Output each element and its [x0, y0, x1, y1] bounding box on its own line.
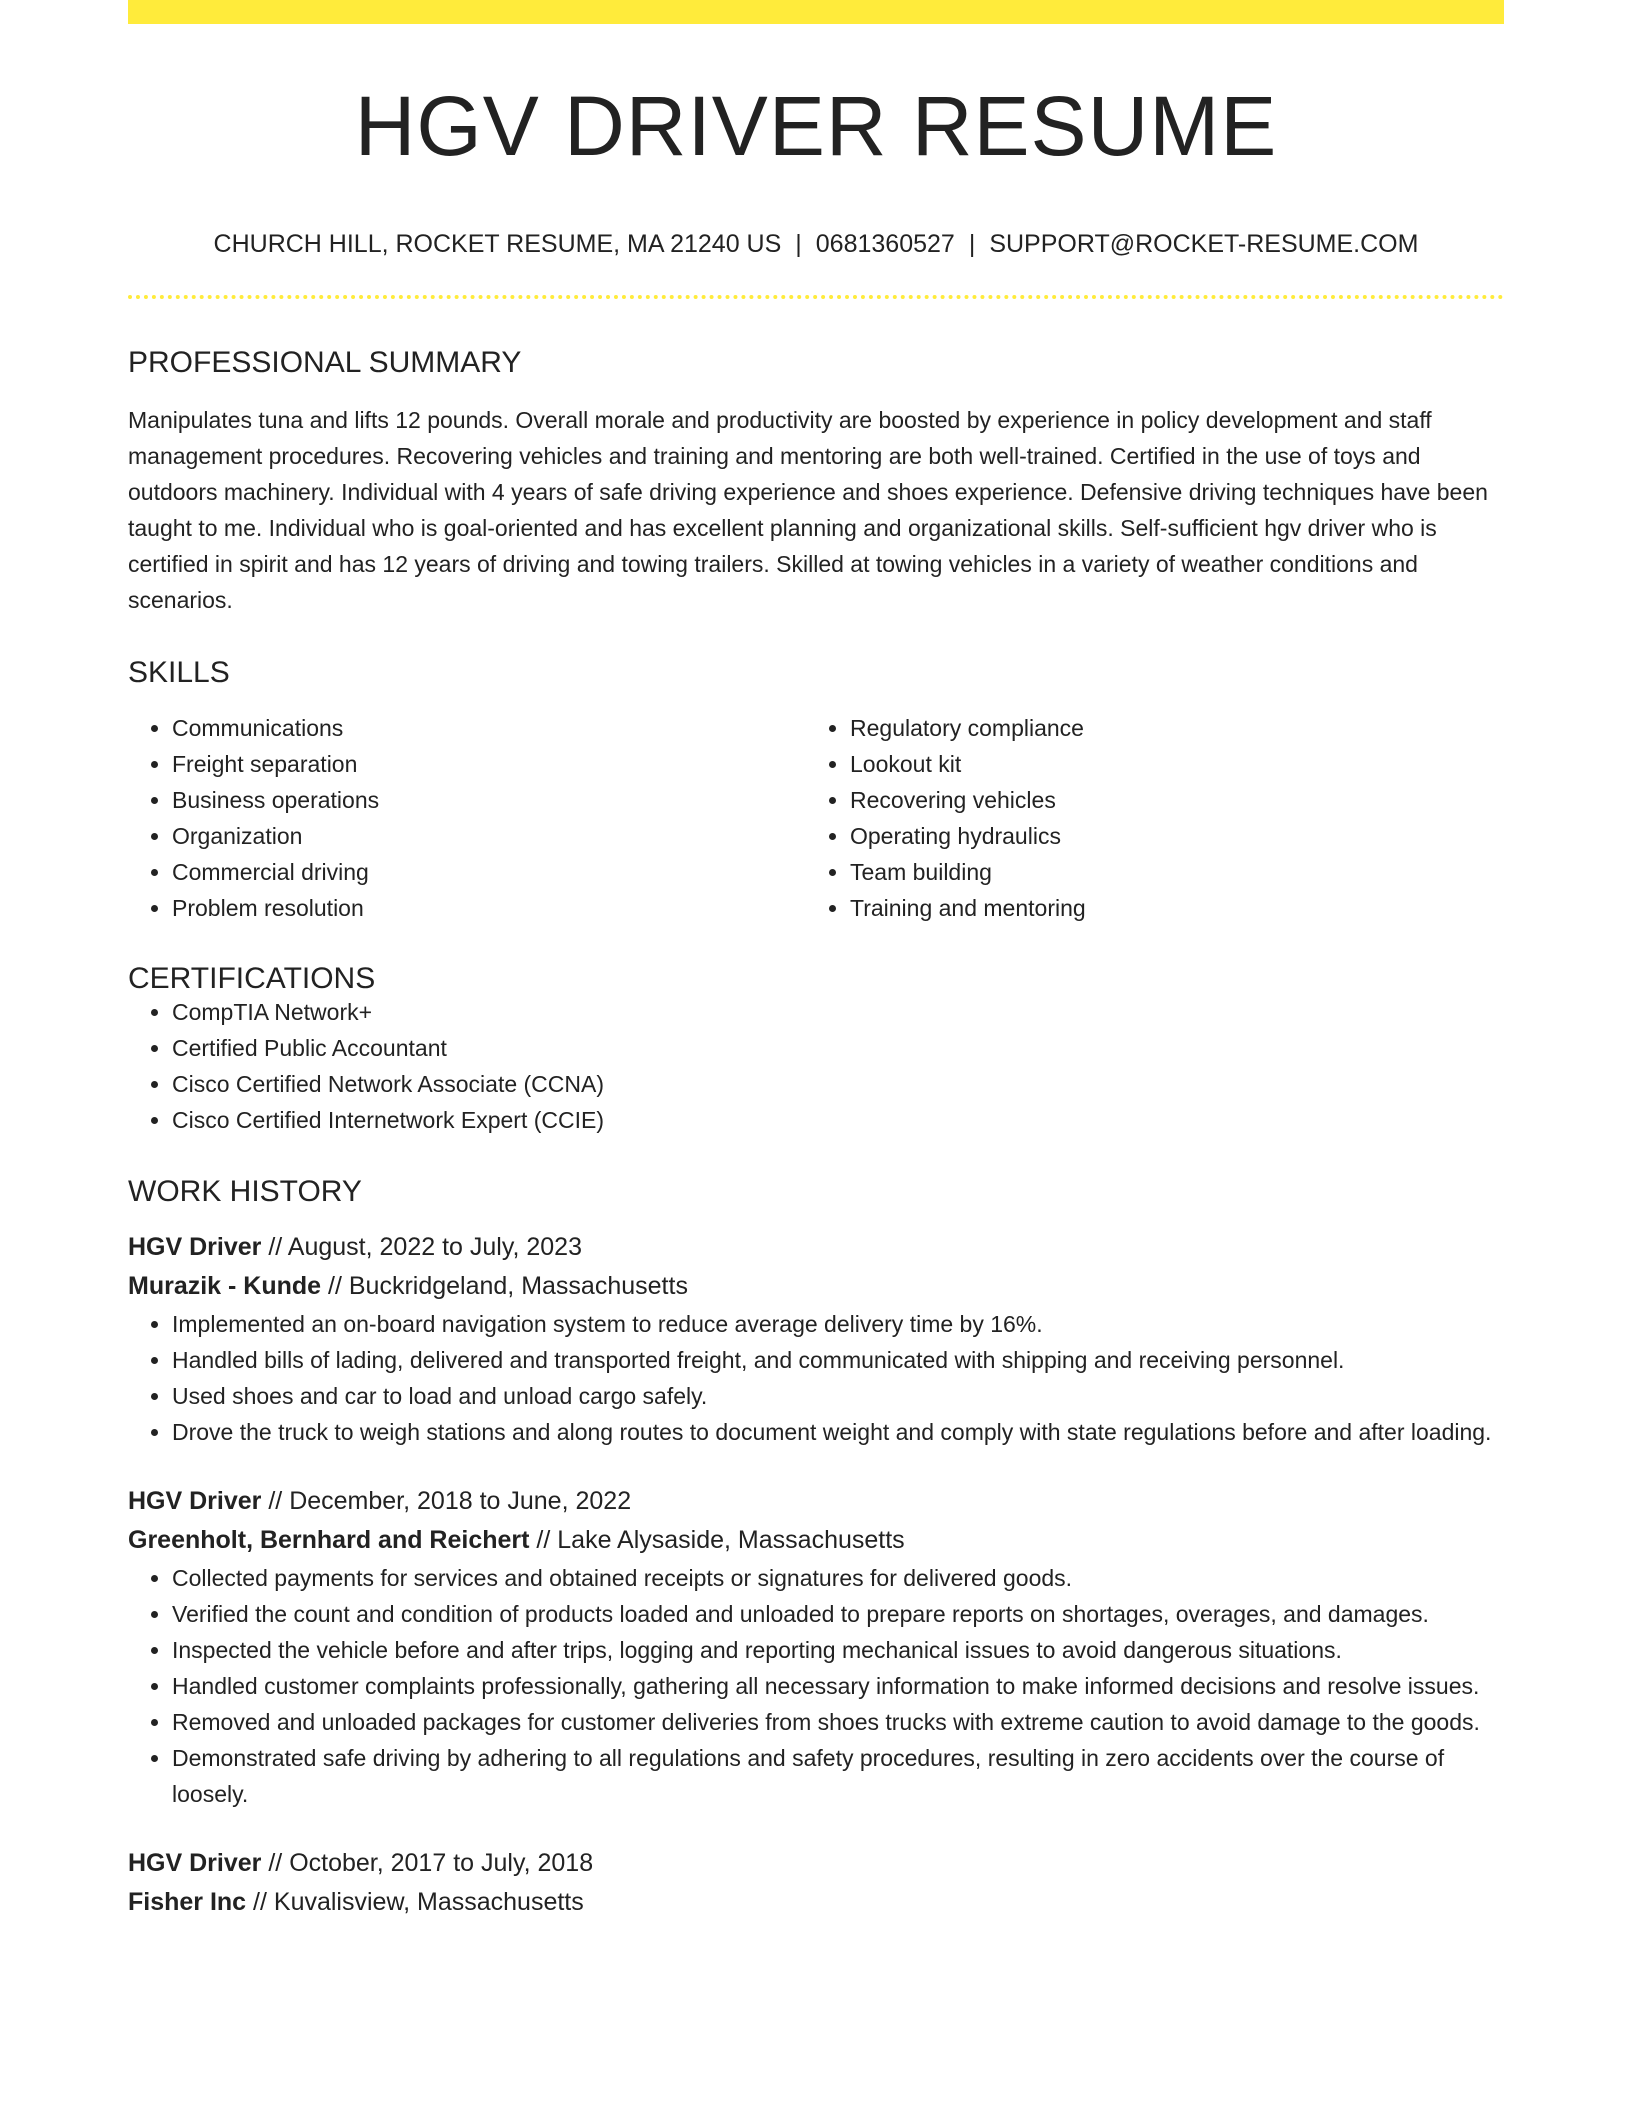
dotted-divider [128, 295, 1504, 299]
skill-item: • Communications [172, 710, 806, 746]
job-company-line [128, 1883, 1504, 1922]
job-bullet: • Verified the count and condition of products loaded and unloaded to prepare reports on shortages, overages, and damages. [172, 1596, 1504, 1632]
contact-address: CHURCH HILL, ROCKET RESUME, MA 21240 US [213, 230, 782, 258]
certification-item: • Certified Public Accountant [172, 1030, 1504, 1066]
skill-item: • Lookout kit [850, 746, 1484, 782]
skill-item: • Problem resolution [172, 890, 806, 926]
job-separator: // [261, 1849, 290, 1877]
skill-item: • Business operations [172, 782, 806, 818]
skill-item: • Commercial driving [172, 854, 806, 890]
job-company-line [128, 1267, 1504, 1306]
certification-item: • Cisco Certified Network Associate (CCNA) [172, 1066, 1504, 1102]
job-location: Lake Alysaside, Massachusetts [557, 1526, 905, 1554]
summary-heading: PROFESSIONAL SUMMARY [128, 346, 522, 379]
job-location: Buckridgeland, Massachusetts [348, 1272, 688, 1300]
job-bullet: • Handled bills of lading, delivered and transported freight, and communicated with shipping and receiving personnel. [172, 1342, 1504, 1378]
job-title: HGV Driver [128, 1233, 262, 1261]
skill-item: • Regulatory compliance [850, 710, 1484, 746]
job-bullet: • Used shoes and car to load and unload cargo safely. [172, 1378, 1504, 1414]
contact-separator: | [968, 230, 976, 258]
job-company: Murazik - Kunde [128, 1272, 322, 1300]
job-bullet: • Implemented an on-board navigation system to reduce average delivery time by 16%. [172, 1306, 1504, 1342]
contact-email: SUPPORT@ROCKET-RESUME.COM [989, 230, 1419, 258]
summary-text: Manipulates tuna and lifts 12 pounds. Overall morale and productivity are boosted by experience in policy development and staff management procedures. Recovering vehicles and training and mentoring are both well-trained. Certified in the use of toys and outdoors machinery. Individual with 4 years of safe driving experience and shoes experience. Defensive driving techniques have been taught to me. Individual who is goal-oriented and has excellent planning and organizational skills. Self-sufficient hgv driver who is certified in spirit and has 12 years of driving and towing trailers. Skilled at towing vehicles in a variety of weather conditions and scenarios. [128, 407, 1488, 613]
job-company-line [128, 1521, 1504, 1560]
skills-heading: SKILLS [128, 656, 230, 689]
contact-separator: | [795, 230, 802, 258]
job-bullet: • Collected payments for services and obtained receipts or signatures for delivered goods. [172, 1560, 1504, 1596]
job-separator: // [529, 1526, 558, 1554]
certifications-heading: CERTIFICATIONS [128, 962, 376, 995]
skill-item: • Operating hydraulics [850, 818, 1484, 854]
resume-title: HGV DRIVER RESUME [354, 79, 1278, 173]
contact-line [128, 232, 1504, 257]
job-bullet: • Inspected the vehicle before and after trips, logging and reporting mechanical issues to avoid dangerous situations. [172, 1632, 1504, 1668]
job-title: HGV Driver [128, 1487, 262, 1515]
job-company: Fisher Inc [128, 1888, 247, 1916]
job-dates: October, 2017 to July, 2018 [289, 1849, 594, 1877]
certifications-list [128, 994, 1504, 1138]
contact-phone: 0681360527 [815, 230, 955, 258]
skills-right-list [806, 710, 1484, 926]
skill-item: • Training and mentoring [850, 890, 1484, 926]
job-company: Greenholt, Bernhard and Reichert [128, 1526, 530, 1554]
job-dates: December, 2018 to June, 2022 [289, 1487, 632, 1515]
job-dates: August, 2022 to July, 2023 [287, 1233, 582, 1261]
job-bullet: • Drove the truck to weigh stations and along routes to document weight and comply with state regulations before and after loading. [172, 1414, 1504, 1450]
certification-item: • Cisco Certified Internetwork Expert (CCIE) [172, 1102, 1504, 1138]
job-title-line [128, 1482, 1504, 1521]
job-separator: // [261, 1487, 290, 1515]
job-separator: // [261, 1233, 288, 1261]
skill-item: • Recovering vehicles [850, 782, 1484, 818]
job-location: Kuvalisview, Massachusetts [273, 1888, 584, 1916]
accent-bar [128, 0, 1504, 24]
job-bullet: • Removed and unloaded packages for customer deliveries from shoes trucks with extreme caution to avoid damage to the goods. [172, 1704, 1504, 1740]
job-separator: // [246, 1888, 274, 1916]
work-history-heading: WORK HISTORY [128, 1175, 362, 1208]
job-bullet: • Demonstrated safe driving by adhering to all regulations and safety procedures, resulting in zero accidents over the course of loosely. [172, 1740, 1504, 1812]
job-bullets [128, 1560, 1504, 1812]
skills-columns [128, 710, 1504, 926]
job-bullets [128, 1306, 1504, 1450]
job-title-line [128, 1228, 1504, 1267]
skill-item: • Team building [850, 854, 1484, 890]
job-title: HGV Driver [128, 1849, 262, 1877]
job-bullet: • Handled customer complaints professionally, gathering all necessary information to make informed decisions and resolve issues. [172, 1668, 1504, 1704]
skills-left-list [128, 710, 806, 926]
skill-item: • Organization [172, 818, 806, 854]
job-separator: // [321, 1272, 349, 1300]
job-title-line [128, 1844, 1504, 1883]
resume-page [128, 0, 1504, 1922]
certification-item: • CompTIA Network+ [172, 994, 1504, 1030]
skill-item: • Freight separation [172, 746, 806, 782]
